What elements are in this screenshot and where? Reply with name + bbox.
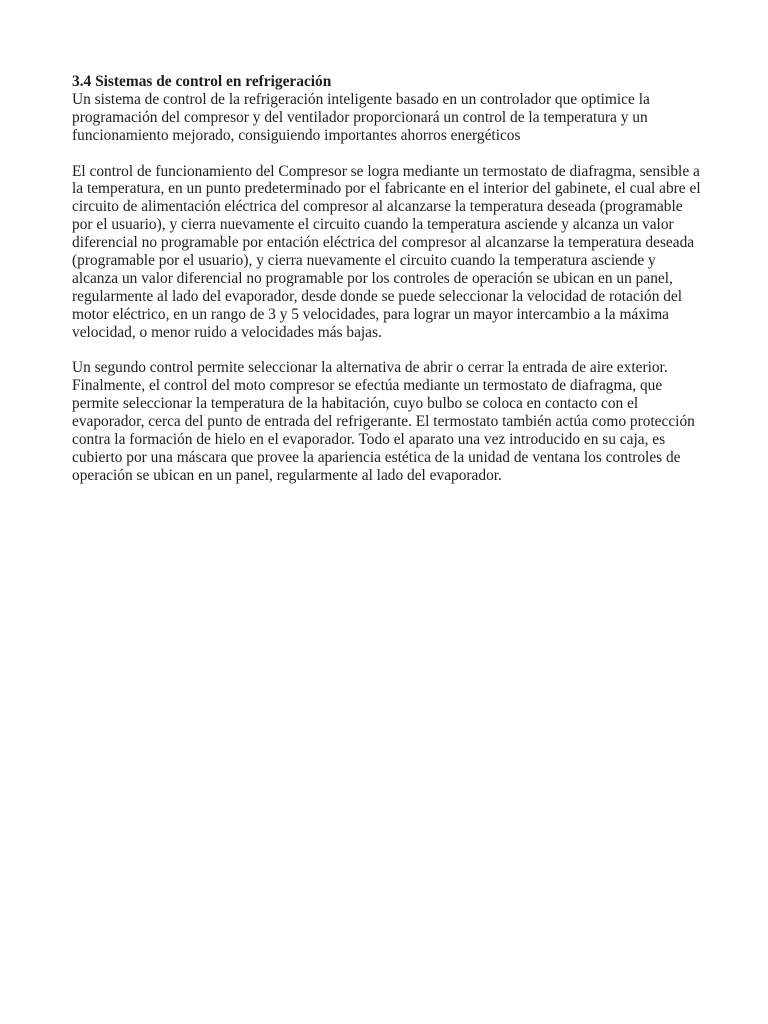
paragraph-gap <box>72 342 702 360</box>
paragraph-gap <box>72 145 702 163</box>
paragraph-intro: Un sistema de control de la refrigeración inteligente basado en un controlador que optimice la programación del compresor y del ventilador proporcionará un control de la temperatura y un funcionamiento mejorado, consiguiendo importantes ahorros energéticos <box>72 90 650 144</box>
paragraph-compressor-control: El control de funcionamiento del Compresor se logra mediante un termostato de diafragma, sensible a la temperatura, en un punto predeterminado por el fabricante en el interior del gabinete, el cual abre el circuito de alimentación eléctrica del compresor al alcanzarse la temperatura deseada (programable por el usuario), y cierra nuevamente el circuito cuando la temperatura asciende y alcanza un valor diferencial no programable por entación eléctrica del compresor al alcanzarse la temperatura deseada (programable por el usuario), y cierra nuevamente el circuito cuando la temperatura asciende y alcanza un valor diferencial no programable por los controles de operación se ubican en un panel, regularmente al lado del evaporador, desde donde se puede seleccionar la velocidad de rotación del motor eléctrico, en un rango de 3 y 5 velocidades, para lograr un mayor intercambio a la máxima velocidad, o menor ruido a velocidades más bajas. <box>72 162 701 341</box>
section-heading: 3.4 Sistemas de control en refrigeración <box>72 73 332 90</box>
paragraph-second-control: Un segundo control permite seleccionar la alternativa de abrir o cerrar la entrada de aire exterior. Finalmente, el control del moto compresor se efectúa mediante un termostato de diafragma, que permite seleccionar la temperatura de la habitación, cuyo bulbo se coloca en contacto con el evaporador, cerca del punto de entrada del refrigerante. El termostato también actúa como protección contra la formación de hielo en el evaporador. Todo el aparato una vez introducido en su caja, es cubierto por una máscara que provee la apariencia estética de la unidad de ventana los controles de operación se ubican en un panel, regularmente al lado del evaporador. <box>72 359 695 484</box>
document-page <box>72 73 702 485</box>
